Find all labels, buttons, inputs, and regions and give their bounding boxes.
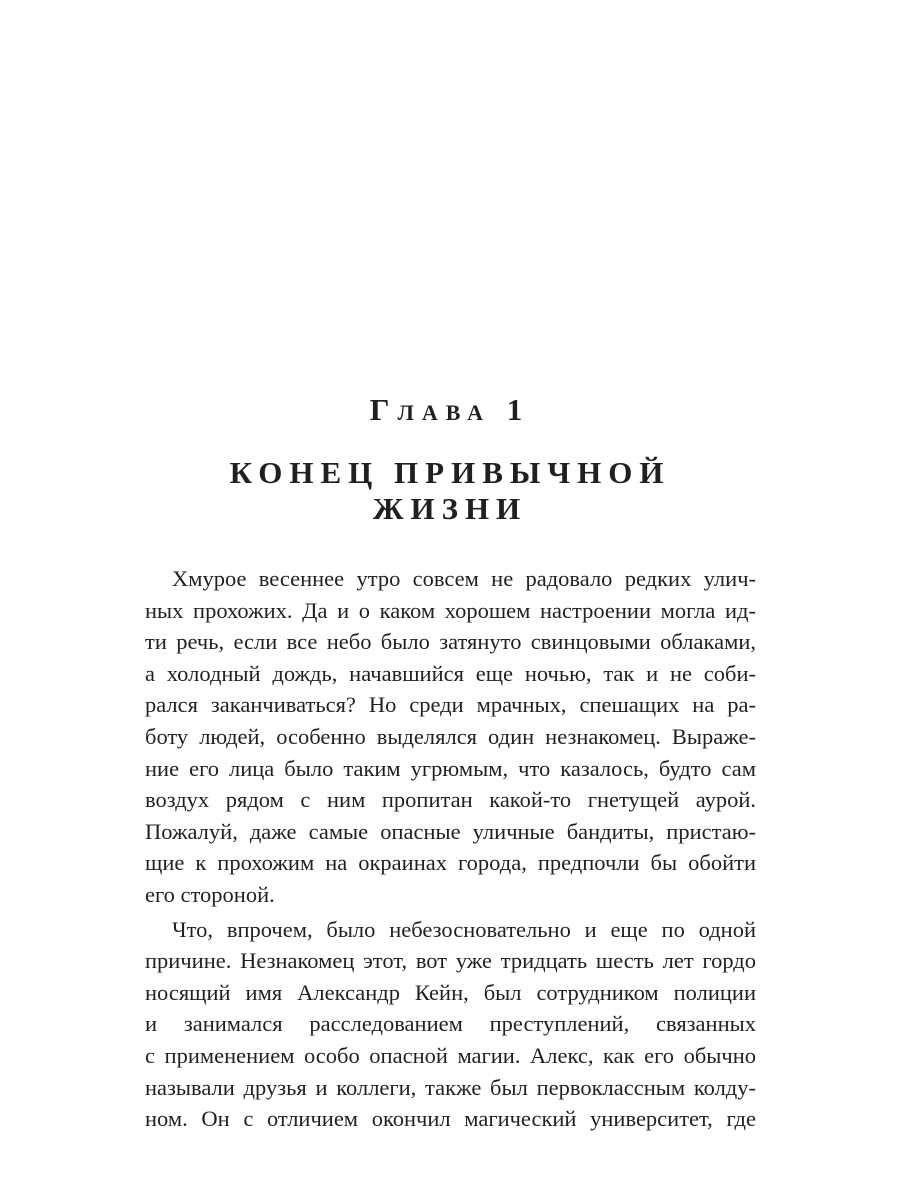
text-line: рался заканчиваться? Но среди мрачных, спешащих на ра- xyxy=(145,692,756,718)
body-text xyxy=(145,563,756,1135)
chapter-title xyxy=(0,455,900,527)
text-line: Что, впрочем, было небезосновательно и еще по одной xyxy=(172,916,756,942)
text-line: а холодный дождь, начавшийся еще ночью, так и не соби- xyxy=(145,660,756,686)
text-line: ти речь, если все небо было затянуто свинцовыми облаками, xyxy=(145,629,756,655)
text-line: ном. Он с отличием окончил магический университет, где xyxy=(145,1106,756,1132)
text-line: Пожалуй, даже самые опасные уличные бандиты, пристаю- xyxy=(145,818,756,844)
text-line: причине. Незнакомец этот, вот уже тридцать шесть лет гордо xyxy=(145,948,756,974)
chapter-title-line: ЖИЗНИ xyxy=(372,491,528,526)
chapter-number: Глава 1 xyxy=(369,392,531,427)
text-line: боту людей, особенно выделялся один незнакомец. Выраже- xyxy=(145,723,756,749)
text-line: и занимался расследованием преступлений, связанных xyxy=(145,1011,756,1037)
text-line: воздух рядом с ним пропитан какой-то гнетущей аурой. xyxy=(145,787,756,813)
text-line: Хмурое весеннее утро совсем не радовало редких улич- xyxy=(172,566,756,591)
paragraph xyxy=(145,914,756,1135)
text-line: его стороной. xyxy=(145,881,275,907)
text-line: ных прохожих. Да и о каком хорошем настроении могла ид- xyxy=(145,597,756,623)
text-line: с применением особо опасной магии. Алекс, как его обычно xyxy=(145,1042,756,1068)
paragraph xyxy=(145,563,756,911)
text-line: называли друзья и коллеги, также был первоклассным колду- xyxy=(145,1074,756,1100)
text-line: носящий имя Александр Кейн, был сотрудником полиции xyxy=(145,979,756,1005)
chapter-title-line: КОНЕЦ ПРИВЫЧНОЙ xyxy=(229,455,671,490)
text-line: щие к прохожим на окраинах города, предпочли бы обойти xyxy=(145,850,756,876)
text-line: ние его лица было таким угрюмым, что казалось, будто сам xyxy=(145,755,756,781)
